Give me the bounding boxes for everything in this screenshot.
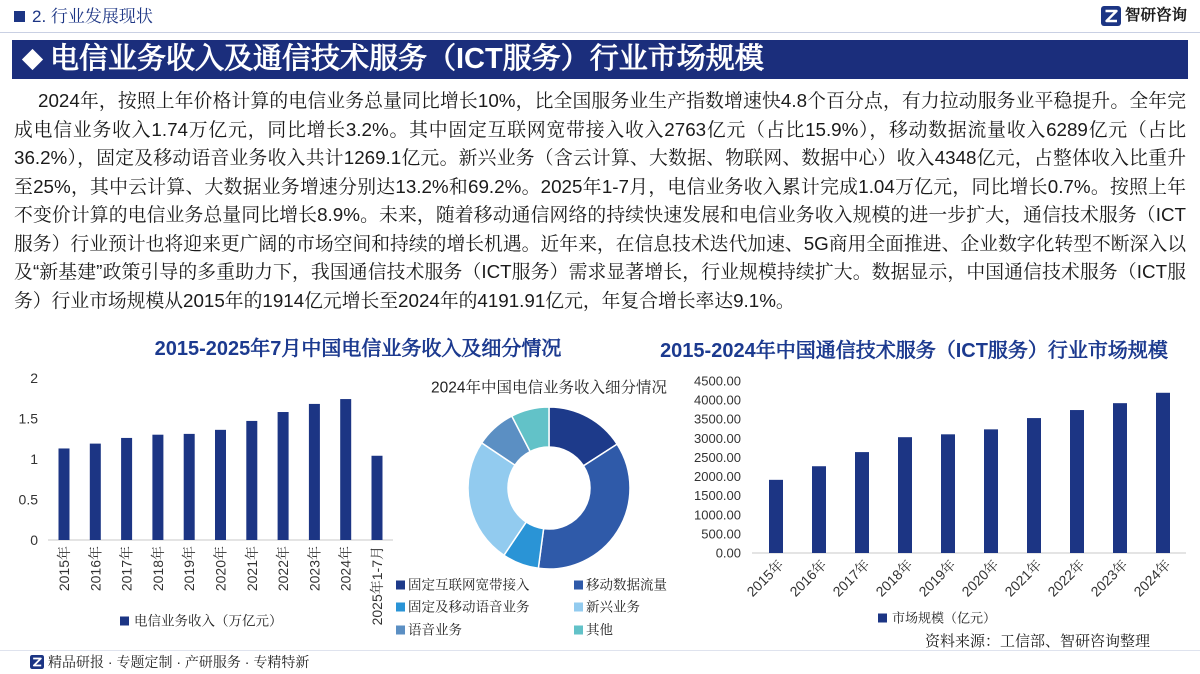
- y-tick-label: 0.5: [18, 491, 38, 508]
- x-tick-label: 2023年: [1087, 556, 1131, 600]
- section-marker-icon: [14, 11, 25, 22]
- market-size-bar: [769, 480, 783, 553]
- market-size-bar: [1027, 418, 1041, 553]
- title-banner: [12, 40, 1188, 79]
- x-tick-label: 2018年: [149, 546, 166, 592]
- banner-title: 电信业务收入及通信技术服务（ICT服务）行业市场规模: [50, 43, 764, 75]
- y-tick-label: 4000.00: [694, 392, 741, 408]
- legend-label: 电信业务收入（万亿元）: [134, 613, 283, 629]
- y-tick-label: 2: [30, 370, 38, 386]
- legend-swatch: [878, 614, 887, 623]
- donut-title: 2024年中国电信业务收入细分情况: [431, 379, 667, 397]
- x-tick-label: 2022年: [275, 546, 292, 592]
- revenue-bar: [59, 448, 70, 540]
- legend-label: 移动数据流量: [586, 577, 667, 593]
- zhiyan-logo-icon: [1101, 6, 1121, 26]
- zhiyan-logo-icon: [30, 655, 44, 669]
- legend-swatch: [120, 617, 129, 626]
- footer-tagline: 精品研报 · 专题定制 · 产研服务 · 专精特新: [48, 654, 310, 670]
- section-title: 2. 行业发展现状: [32, 7, 153, 26]
- market-size-bar: [941, 434, 955, 553]
- x-tick-label: 2016年: [87, 546, 104, 592]
- market-size-bar: [1113, 403, 1127, 553]
- revenue-bar: [340, 399, 351, 540]
- source-note: 资料来源：工信部、智研咨询整理: [925, 633, 1151, 650]
- market-size-bar: [898, 437, 912, 553]
- legend-label: 其他: [586, 622, 613, 638]
- revenue-bar: [184, 434, 195, 540]
- legend-label: 固定及移动语音业务: [408, 599, 530, 615]
- market-size-bar: [984, 429, 998, 553]
- x-tick-label: 2019年: [181, 546, 198, 592]
- market-size-bar: [812, 466, 826, 553]
- diamond-icon: [22, 49, 43, 70]
- x-tick-label: 2018年: [872, 556, 916, 600]
- y-tick-label: 0: [30, 532, 38, 548]
- y-tick-label: 1: [30, 451, 38, 467]
- revenue-bar: [215, 430, 226, 540]
- legend-swatch: [574, 603, 583, 612]
- logo-text: 智研咨询: [1125, 7, 1188, 24]
- market-size-bar: [1156, 393, 1170, 553]
- x-tick-label: 2015年: [56, 546, 72, 592]
- legend-swatch: [574, 626, 583, 635]
- ict-market-size-bar-chart: [680, 370, 1200, 645]
- header-divider: [0, 32, 1200, 33]
- revenue-bar: [90, 444, 101, 540]
- telecom-revenue-bar-chart: [0, 360, 400, 640]
- legend-label: 语音业务: [408, 622, 462, 638]
- revenue-bar: [278, 412, 289, 540]
- x-tick-label: 2020年: [958, 556, 1002, 600]
- x-tick-label: 2020年: [212, 546, 229, 592]
- x-tick-label: 2022年: [1044, 556, 1088, 600]
- footer-divider: [0, 650, 1200, 651]
- revenue-bar: [372, 456, 383, 540]
- revenue-breakdown-donut-chart: [390, 370, 700, 645]
- x-tick-label: 2025年1-7月: [369, 546, 385, 626]
- market-size-bar: [855, 452, 869, 553]
- y-tick-label: 2000.00: [694, 469, 741, 485]
- x-tick-label: 2021年: [1001, 556, 1045, 600]
- legend-swatch: [396, 581, 405, 590]
- x-tick-label: 2016年: [786, 556, 830, 600]
- y-tick-label: 3000.00: [694, 430, 741, 446]
- x-tick-label: 2024年: [1130, 556, 1174, 600]
- legend-label: 固定互联网宽带接入: [408, 577, 530, 593]
- legend-swatch: [396, 603, 405, 612]
- x-tick-label: 2019年: [915, 556, 959, 600]
- y-tick-label: 1000.00: [694, 507, 741, 523]
- market-size-bar: [1070, 410, 1084, 553]
- revenue-bar: [121, 438, 132, 540]
- left-chart-title: 2015-2025年7月中国电信业务收入及细分情况: [154, 338, 562, 360]
- revenue-bar: [246, 421, 257, 540]
- revenue-bar: [152, 435, 163, 540]
- y-tick-label: 2500.00: [694, 449, 741, 465]
- revenue-bar: [309, 404, 320, 540]
- x-tick-label: 2015年: [743, 556, 787, 600]
- x-tick-label: 2023年: [306, 546, 323, 592]
- x-tick-label: 2017年: [829, 556, 873, 600]
- y-tick-label: 4500.00: [694, 373, 741, 389]
- body-paragraph: 2024年，按照上年价格计算的电信业务总量同比增长10%，比全国服务业生产指数增速快4.8个百分点，有力拉动服务业平稳提升。全年完成电信业务收入1.74万亿元，同比增长3.2%。其中固定互联网宽带接入收入2763亿元（占比15.9%），移动数据流量收入6289亿元（占比36.2%），固定及移动语音业务收入共计1269.1亿元。新兴业务（含云计算、大数据、物联网、数据中心）收入4348亿元，占整体收入比重升至25%，其中云计算、大数据业务增速分别达13.2%和69.2%。2025年1-7月，电信业务收入累计完成1.04万亿元，同比增长0.7%。按照上年不变价计算的电信业务总量同比增长8.9%。未来，随着移动通信网络的持续快速发展和电信业务收入规模的进一步扩大，通信技术服务（ICT服务）行业预计也将迎来更广阔的市场空间和持续的增长机遇。近年来，在信息技术迭代加速、5G商用全面推进、企业数字化转型不断深入以及“新基建”政策引导的多重助力下，我国通信技术服务（ICT服务）需求显著增长，行业规模持续扩大。数据显示，中国通信技术服务（ICT服务）行业市场规模从2015年的1914亿元增长至2024年的4191.91亿元，年复合增长率达9.1%。: [14, 90, 1186, 311]
- x-tick-label: 2024年: [337, 546, 354, 592]
- legend-label: 新兴业务: [586, 599, 640, 615]
- legend-swatch: [574, 581, 583, 590]
- y-tick-label: 0.00: [715, 545, 741, 561]
- legend-swatch: [396, 626, 405, 635]
- right-chart-title: 2015-2024年中国通信技术服务（ICT服务）行业市场规模: [660, 340, 1168, 362]
- y-tick-label: 3500.00: [694, 411, 741, 427]
- legend-label: 市场规模（亿元）: [892, 610, 997, 626]
- x-tick-label: 2021年: [243, 546, 260, 592]
- y-tick-label: 1.5: [18, 410, 38, 427]
- y-tick-label: 500.00: [701, 526, 741, 542]
- y-tick-label: 1500.00: [694, 488, 741, 504]
- x-tick-label: 2017年: [118, 546, 135, 592]
